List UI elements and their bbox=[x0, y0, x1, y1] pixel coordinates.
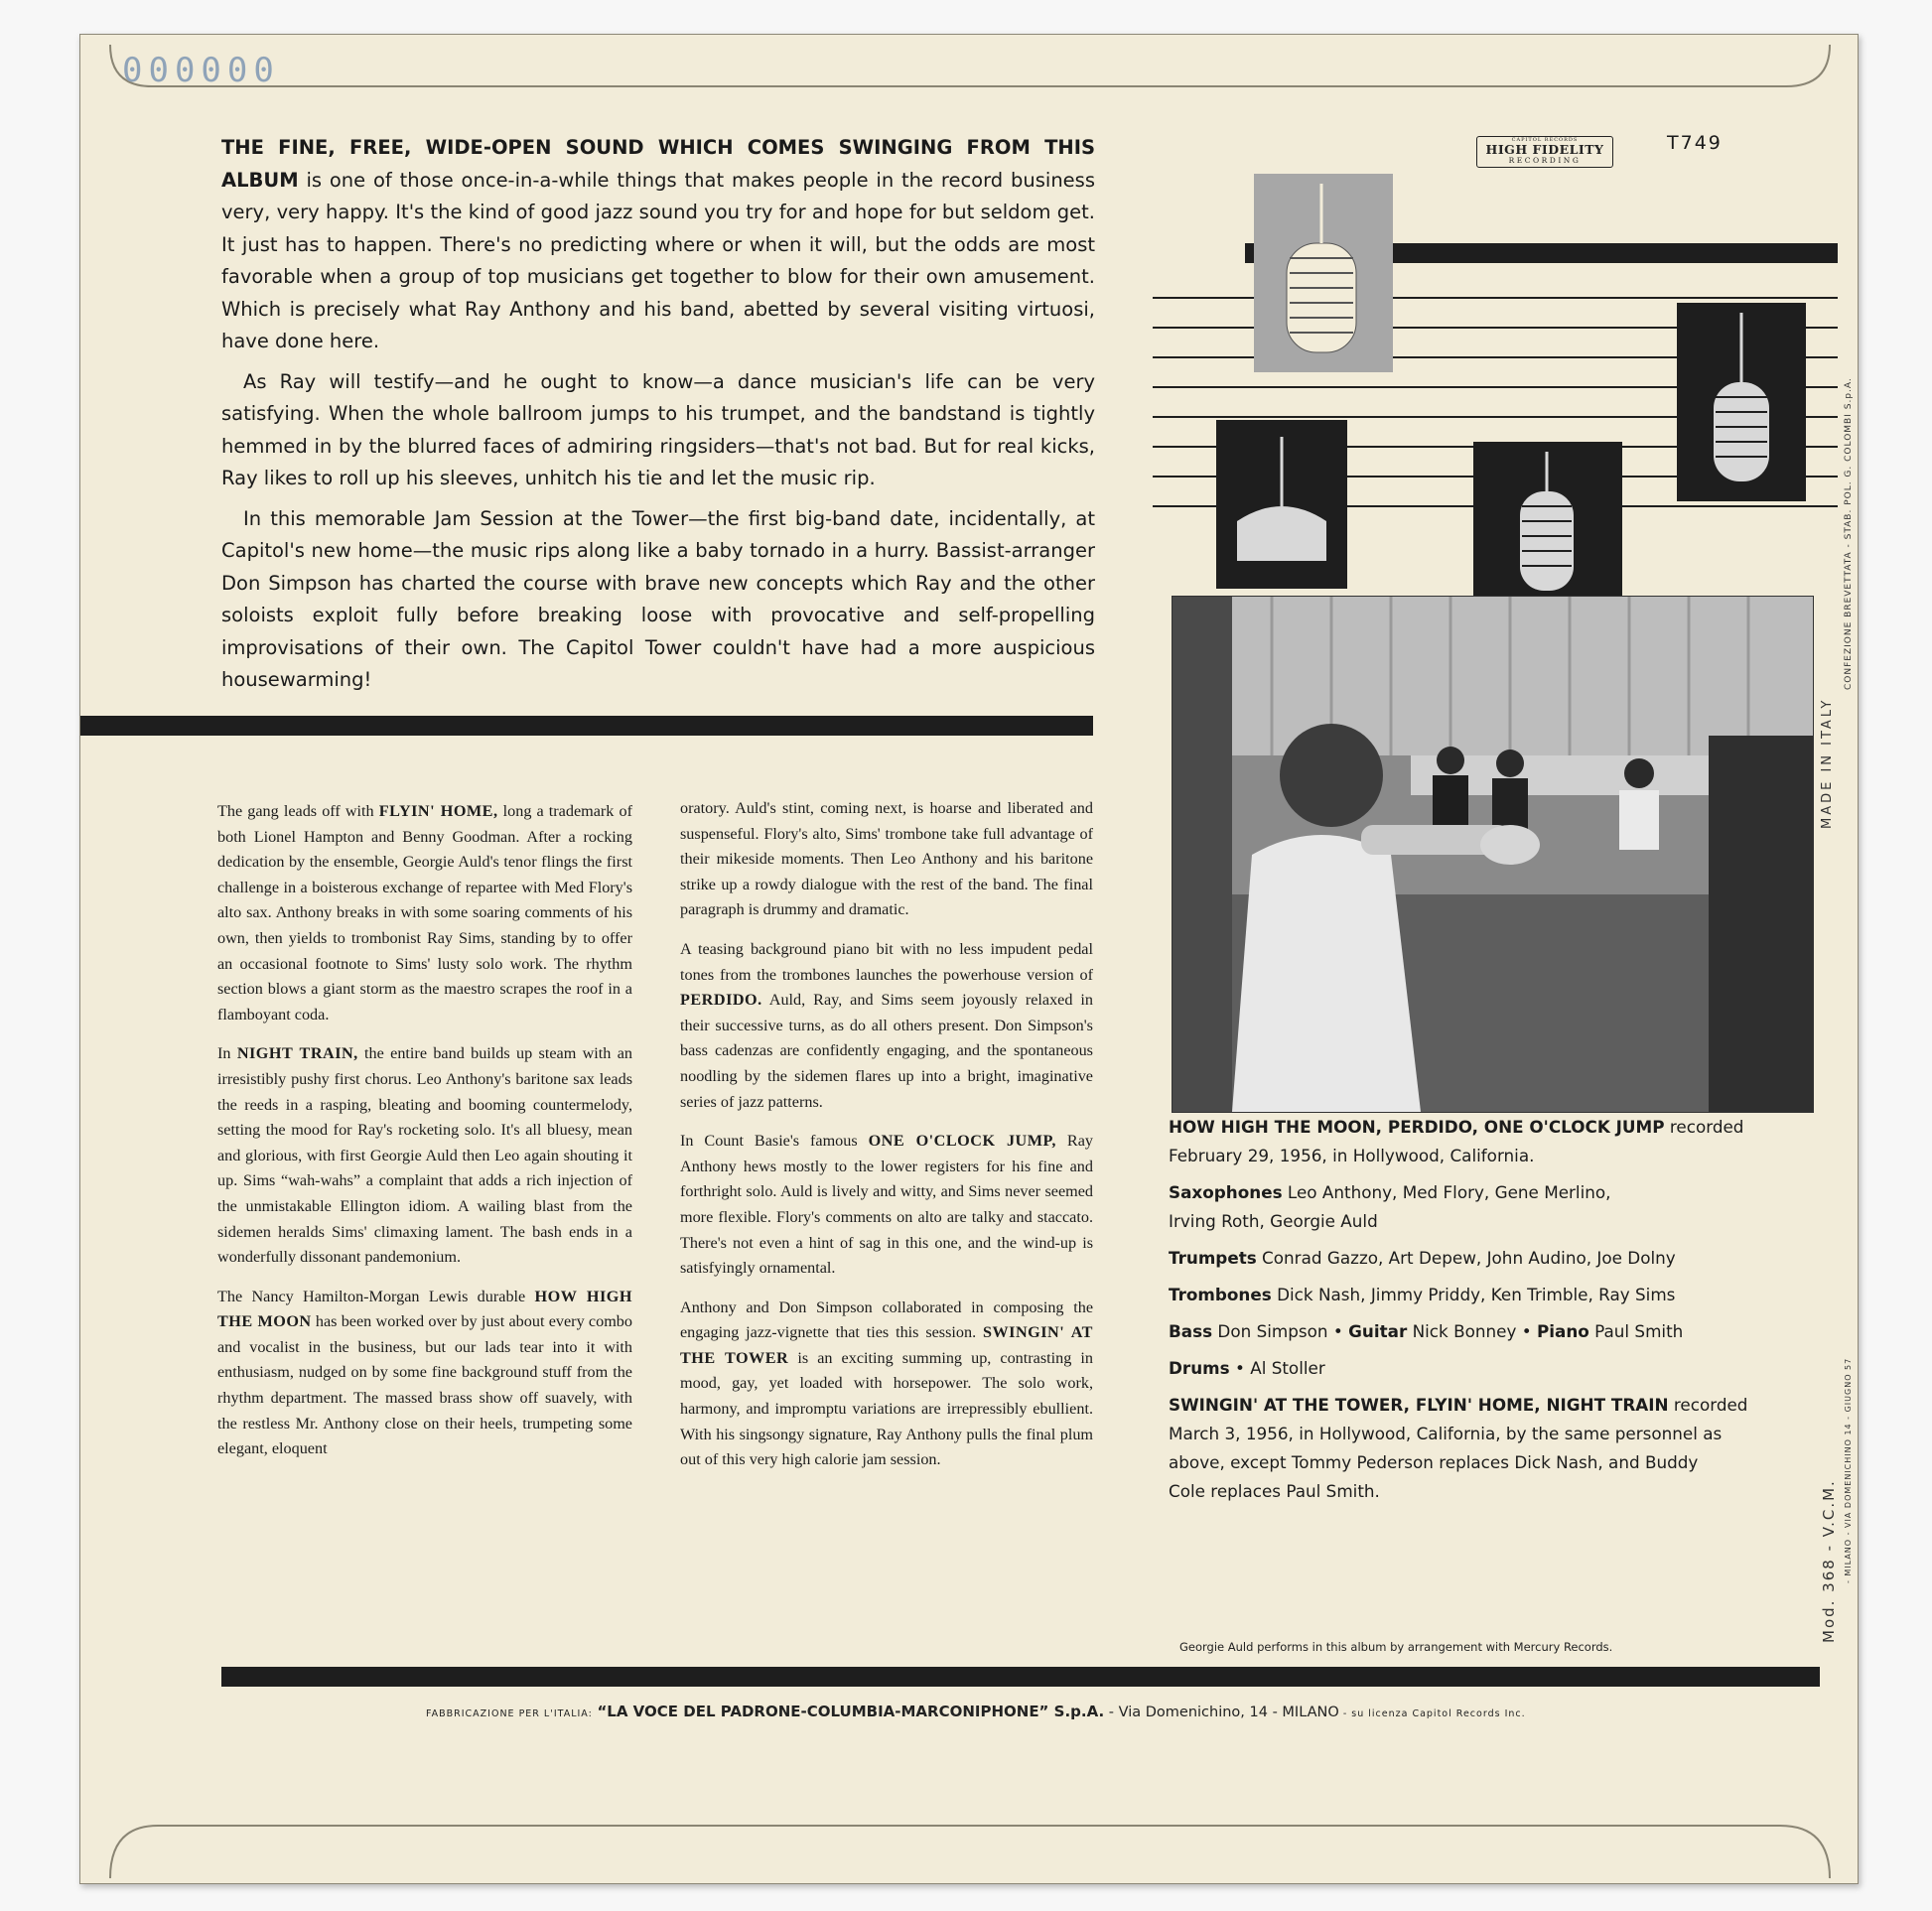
session-2-line-1: March 3, 1956, in Hollywood, California, by the same personnel as bbox=[1169, 1424, 1723, 1443]
text-span: the entire band builds up steam with an irresistibly pushy first chorus. Leo Anthony's baritone sax leads the reeds in a rasping, bleating and booming countermelody, setting the mood for Ray's rocketing solo. It's all bluesy, mean and glorious, with first Georgie Auld then Leo again shouting it up. Sims “wah-wahs” a complaint that adds a rich injection of the unmistakable Ellington idiom. A wailing blast from the sidemen heralds Sims' climaxing lament. The bash ends in a wonderfully dissonant pandemonium. bbox=[217, 1044, 632, 1267]
trumpets-label: Trumpets bbox=[1169, 1248, 1257, 1268]
session-2-songs: SWINGIN' AT THE TOWER, FLYIN' HOME, NIGHT TRAIN bbox=[1169, 1395, 1669, 1415]
text-span: Dick Nash, Jimmy Priddy, Ken Trimble, Ray Sims bbox=[1271, 1285, 1676, 1304]
drums-label: Drums bbox=[1169, 1358, 1230, 1378]
notes-flyin-home bbox=[217, 799, 632, 1027]
notes-swingin-at-the-tower bbox=[680, 1296, 1093, 1473]
band-session-photo bbox=[1172, 596, 1814, 1113]
text-span: has been worked over by just about every combo and vocalist in the business, but our lads tear into it with enthusiasm, nudged on by some fine background stuff from the rhythm department. The massed brass show off suavely, with the restless Mr. Anthony close on their heels, trumpeting some elegant, eloquent bbox=[217, 1312, 632, 1458]
text-span: In bbox=[217, 1044, 237, 1063]
manufacturer-line bbox=[426, 1703, 1526, 1720]
text-span: A teasing background piano bit with no less impudent pedal tones from the trombones launches the powerhouse version of bbox=[680, 939, 1093, 984]
mod-small-text: - MILANO - VIA DOMENICHINO 14 - GIUGNO 57 bbox=[1844, 1357, 1853, 1583]
trombones-line bbox=[1169, 1281, 1764, 1309]
notes-oratory: oratory. Auld's stint, coming next, is hoarse and liberated and suspenseful. Flory's alto, Sims' trombone take full advantage of their mikeside moments. Then Leo Anthony and his baritone strike up a rowdy dialogue with the rest of the band. The final paragraph is drummy and dramatic. bbox=[680, 799, 1093, 919]
text-span: In Count Basie's famous bbox=[680, 1132, 869, 1151]
text-span: Nick Bonney bbox=[1407, 1321, 1517, 1341]
band-photo-image bbox=[1173, 597, 1813, 1112]
notes-column-1 bbox=[217, 799, 632, 1476]
text-span: Anthony and Don Simpson collaborated in composing the engaging jazz-vignette that ties this session. bbox=[680, 1297, 1093, 1342]
bullet: • bbox=[1516, 1321, 1537, 1341]
text-span: Ray Anthony hews mostly to the lower registers for his fine and forthright solo. Auld is lively and witty, and Sims never seemed more flexible. Flory's comments on alto are talky and staccato. There's not even a hint of sag in this one, and the wind-up is satisfyingly ornamental. bbox=[680, 1132, 1093, 1278]
intro-paragraph-2: As Ray will testify—and he ought to know—a dance musician's life can be very satisfying. When the whole ballroom jumps to his trumpet, and the bandstand is tightly hemmed in by the blurred faces of admiring ringsiders—that's not bad. But for real kicks, Ray likes to roll up his sleeves, unhitch his tie and let the music rip. bbox=[221, 369, 1095, 489]
intro-paragraph-3: In this memorable Jam Session at the Tower—the first big-band date, incidentally, at Capitol's new home—the music rips along like a baby tornado in a hurry. Bassist-arranger Don Simpson has charted the course with brave new concepts which Ray and the other soloists exploit fully before breaking loose with provocative and self-propelling improvisations of their own. The Capitol Tower couldn't have had a more auspicious housewarming! bbox=[221, 506, 1095, 691]
notes-perdido bbox=[680, 937, 1093, 1115]
text-span: Paul Smith bbox=[1588, 1321, 1684, 1341]
session-1-songs: HOW HIGH THE MOON, PERDIDO, ONE O'CLOCK JUMP bbox=[1169, 1117, 1665, 1137]
song-title-one-oclock-jump: ONE O'CLOCK JUMP, bbox=[868, 1132, 1056, 1151]
song-title-perdido: PERDIDO. bbox=[680, 991, 762, 1010]
text-span: long a trademark of both Lionel Hampton and Benny Goodman. After a rocking dedication by the ensemble, Georgie Auld's tenor flings the first challenge in a boisterous exchange of repartee with Med Flory's alto sax. Anthony breaks in with some soaring comments of his own, then yields to trombonist Ray Sims, standing by to offer an occasional footnote to Sims' lusty solo work. The rhythm section blows a giant storm as the maestro scrapes the roof in a flamboyant coda. bbox=[217, 802, 632, 1024]
session-1-date: February 29, 1956, in Hollywood, California. bbox=[1169, 1146, 1535, 1165]
divider-rule-top bbox=[80, 716, 1093, 736]
text-span: Don Simpson bbox=[1212, 1321, 1328, 1341]
text-span: recorded bbox=[1668, 1395, 1748, 1415]
bullet: • bbox=[1327, 1321, 1349, 1341]
text-span: The Nancy Hamilton-Morgan Lewis durable bbox=[217, 1287, 535, 1305]
personnel-credits bbox=[1169, 1113, 1764, 1506]
mercury-footnote: Georgie Auld performs in this album by arrangement with Mercury Records. bbox=[1179, 1640, 1613, 1654]
trombones-label: Trombones bbox=[1169, 1285, 1272, 1304]
notes-how-high-the-moon bbox=[217, 1285, 632, 1462]
manufacturer-company: “LA VOCE DEL PADRONE-COLUMBIA-MARCONIPHONE” S.p.A. bbox=[597, 1703, 1105, 1720]
divider-rule-bottom bbox=[221, 1667, 1820, 1687]
text-span: Leo Anthony, Med Flory, Gene Merlino, bbox=[1282, 1182, 1611, 1202]
badge-main-text: HIGH FIDELITY bbox=[1485, 142, 1604, 157]
saxophones-label: Saxophones bbox=[1169, 1182, 1283, 1202]
session-2-line-3: Cole replaces Paul Smith. bbox=[1169, 1481, 1380, 1501]
song-title-night-train: NIGHT TRAIN, bbox=[236, 1044, 358, 1063]
text-span: is an exciting summing up, contrasting in mood, gay, yet loaded with horsepower. The solo work, harmony, and impromptu variations are irrepressibly ebullient. With his singsongy signature, Ray Anthony pulls the final plum out of this very high calorie jam session. bbox=[680, 1348, 1094, 1469]
song-title-how-high-the-moon: HOW HIGH THE MOON bbox=[217, 1287, 632, 1331]
capitol-tower-artwork bbox=[1153, 164, 1838, 611]
session-2-line-2: above, except Tommy Pederson replaces Dick Nash, and Buddy bbox=[1169, 1452, 1699, 1472]
bass-label: Bass bbox=[1169, 1321, 1213, 1341]
text-span: The gang leads off with bbox=[217, 802, 379, 820]
made-in-italy-text: MADE IN ITALY bbox=[1820, 697, 1835, 829]
saxophones-line bbox=[1169, 1178, 1764, 1207]
notes-column-2 bbox=[680, 796, 1093, 1487]
text-span: recorded bbox=[1664, 1117, 1744, 1137]
piano-label: Piano bbox=[1536, 1321, 1589, 1341]
rhythm-line bbox=[1169, 1317, 1764, 1346]
manufacturer-license: - su licenza Capitol Records Inc. bbox=[1338, 1708, 1526, 1719]
text-span: Auld, Ray, and Sims seem joyously relaxed in their successive turns, as do all others present. Don Simpson's bass cadenzas are confidently engaging, and the spontaneous noodling by the sidemen flares up into a bright, imaginative series of jazz patterns. bbox=[680, 991, 1093, 1111]
catalog-number: T749 bbox=[1667, 132, 1723, 154]
manufacturer-prefix: FABBRICAZIONE PER L'ITALIA: bbox=[426, 1708, 593, 1719]
bullet: • bbox=[1229, 1358, 1251, 1378]
badge-bottom-text: RECORDING bbox=[1508, 156, 1582, 165]
text-span: Al Stoller bbox=[1250, 1358, 1325, 1378]
trumpets-line bbox=[1169, 1244, 1764, 1273]
intro-headline: THE FINE, FREE, WIDE-OPEN SOUND WHICH COMES SWINGING FROM THIS ALBUM bbox=[221, 136, 1095, 192]
notes-night-train bbox=[217, 1041, 632, 1270]
session-2-titles bbox=[1169, 1391, 1764, 1420]
saxophones-line-2: Irving Roth, Georgie Auld bbox=[1169, 1211, 1378, 1231]
bottom-flap-fold bbox=[80, 1764, 1858, 1883]
song-title-swingin-at-the-tower: SWINGIN' AT THE TOWER bbox=[680, 1323, 1093, 1367]
manufacturer-address: - Via Domenichino, 14 - MILANO bbox=[1104, 1705, 1339, 1720]
mod-text: Mod. 368 - V.C.M. bbox=[1820, 1479, 1838, 1643]
session-1-titles bbox=[1169, 1113, 1764, 1142]
text-span: Conrad Gazzo, Art Depew, John Audino, Joe Dolny bbox=[1256, 1248, 1676, 1268]
song-title-flyin-home: FLYIN' HOME, bbox=[378, 802, 498, 820]
guitar-label: Guitar bbox=[1348, 1321, 1408, 1341]
intro-paragraph-1-text: is one of those once-in-a-while things that makes people in the record business very, very happy. It's the kind of good jazz sound you try for and hope for but seldom get. It just has to happen. There's no predicting where or when it will, but the odds are most favorable when a group of top musicians get together to blow for their own amusement. Which is precisely what Ray Anthony and his band, abetted by several visiting virtuosi, have done here. bbox=[221, 168, 1095, 352]
album-back-cover bbox=[79, 34, 1859, 1884]
intro-text bbox=[221, 132, 1095, 705]
badge-top-text: CAPITOL RECORDS bbox=[1511, 137, 1579, 143]
notes-one-oclock-jump bbox=[680, 1129, 1093, 1282]
patent-text: CONFEZIONE BREVETTATA - STAB. POL. G. COLOMBI S.p.A. bbox=[1844, 377, 1854, 690]
drums-line bbox=[1169, 1354, 1764, 1383]
stamp-number: 000000 bbox=[122, 51, 280, 90]
intro-paragraph-1 bbox=[221, 132, 1095, 358]
